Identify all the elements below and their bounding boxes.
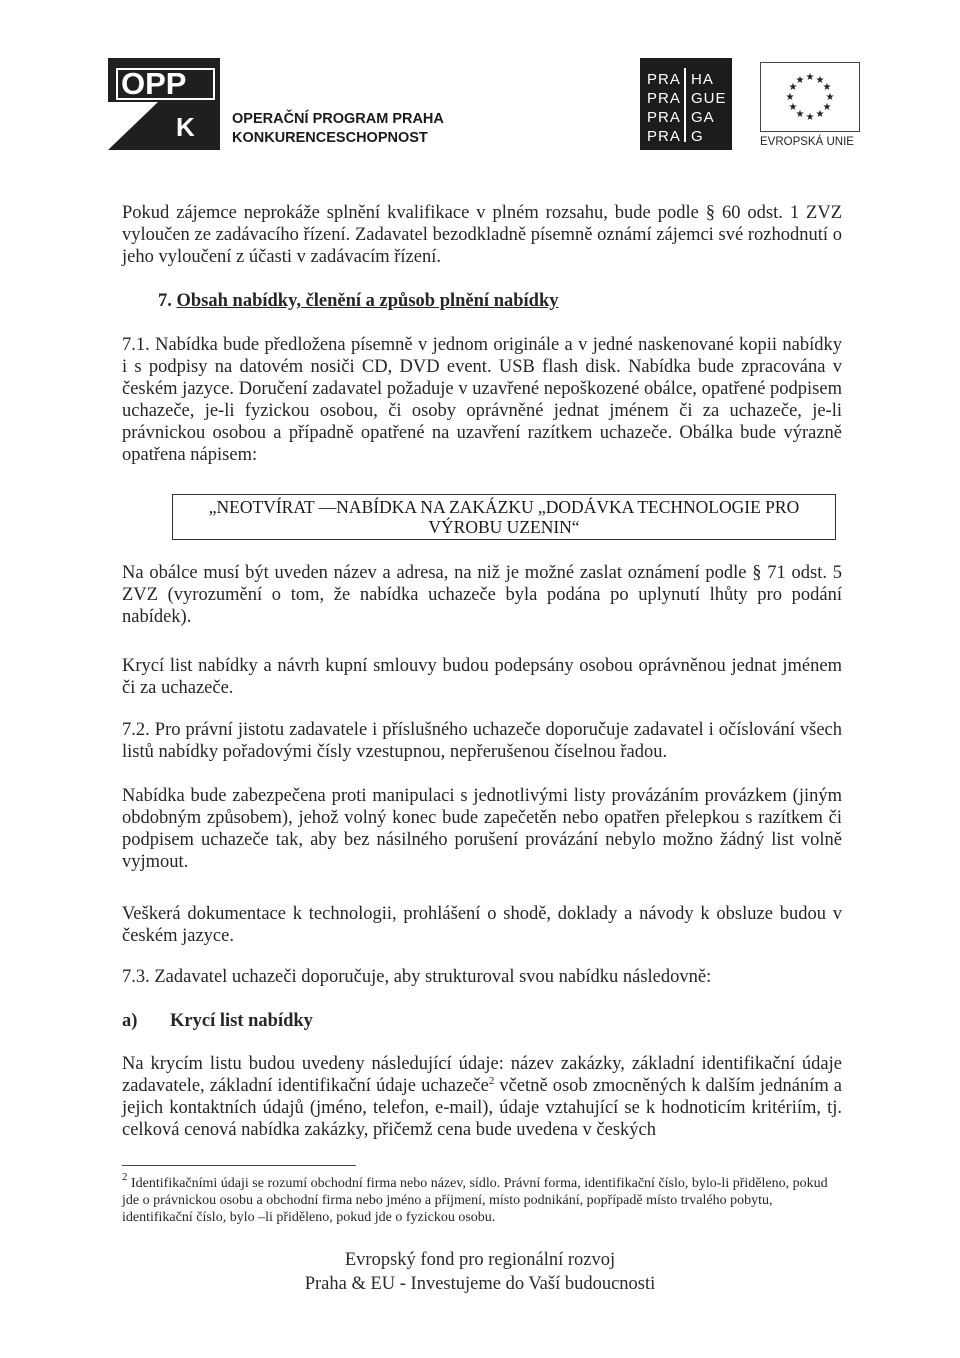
praha-logo: [640, 58, 732, 150]
praha-logo-right: [691, 70, 727, 146]
subsection-a-title: Krycí list nabídky: [170, 1011, 313, 1031]
eu-caption: EVROPSKÁ UNIE: [760, 136, 854, 148]
svg-text:★: ★: [795, 109, 805, 120]
opp-logo: [108, 58, 220, 150]
paragraph-envelope-address: Na obálce musí být uveden název a adresa, na niž je možné zaslat oznámení podle § 71 odst. 5 ZVZ (vyrozumění o tom, že nabídka uchazeče byla podána po uplynutí lhůty pro podání nabídek).: [122, 563, 842, 627]
eu-flag-icon: [760, 62, 860, 132]
svg-text:★: ★: [815, 75, 825, 86]
praha-right-4: G: [691, 128, 704, 145]
praha-logo-left: [647, 70, 681, 146]
opp-line2: KONKURENCESCHOPNOST: [232, 130, 428, 146]
svg-text:★: ★: [805, 112, 815, 123]
footnote-ref-2[interactable]: 2: [488, 1075, 495, 1087]
svg-text:★: ★: [785, 92, 795, 103]
praha-right-2: GUE: [691, 90, 727, 107]
footer-line1: Evropský fond pro regionální rozvoj: [344, 1250, 616, 1270]
svg-text:★: ★: [822, 82, 832, 93]
svg-text:★: ★: [805, 72, 815, 83]
footnote-text: Identifikačními údaji se rozumí obchodní firma nebo název, sídlo. Právní forma, identifikační číslo, bylo-li přiděleno, pokud jde o právnickou osobu a obchodní firma nebo jméno a příjmení, místo podnikání, popřípadě místo trvalého pobytu, identifikační číslo, bylo –li přiděleno, pokud jde o fyzickou osobu.: [122, 1176, 828, 1225]
svg-text:★: ★: [825, 92, 835, 103]
paragraph-disqualification: Pokud zájemce neprokáže splnění kvalifikace v plném rozsahu, bude podle § 60 odst. 1 ZVZ vyloučen ze zadávacího řízení. Zadavatel bezodkladně písemně oznámí zájemci své rozhodnutí o jeho vyloučení z účasti v zadávacím řízení.: [122, 203, 842, 267]
praha-right-3: GA: [691, 109, 715, 126]
opp-logo-letters: OPP: [121, 66, 187, 101]
praha-left-4: PRA: [647, 128, 681, 145]
svg-text:★: ★: [788, 82, 798, 93]
opp-program-name: [232, 110, 444, 148]
opp-logo-k: K: [176, 112, 195, 142]
section-7-heading: [158, 290, 758, 312]
envelope-label-box: [172, 494, 836, 540]
section-7-title: Obsah nabídky, členění a způsob plnění nabídky: [176, 291, 559, 311]
praha-left-1: PRA: [647, 71, 681, 88]
svg-text:★: ★: [795, 75, 805, 86]
praha-left-3: PRA: [647, 109, 681, 126]
subsection-a-label: a): [122, 1011, 138, 1031]
praha-right-1: HA: [691, 71, 714, 88]
svg-text:★: ★: [788, 102, 798, 113]
praha-logo-divider: [684, 68, 686, 142]
paragraph-securing: Nabídka bude zabezpečena proti manipulaci s jednotlivými listy provázáním provázkem (jiným obdobným způsobem), jehož volný konec bude zapečetěn nebo opatřen přelepkou s razítkem či podpisem uchazeče tak, aby bez násilného porušení provázání nebylo možno žádný list volně vyjmout.: [122, 786, 842, 872]
envelope-label-text: [173, 497, 835, 537]
opp-logo-notch: [108, 102, 158, 150]
paragraph-cover-sheet-signing: Krycí list nabídky a návrh kupní smlouvy budou podepsány osobou oprávněnou jednat jménem či za uchazeče.: [122, 656, 842, 698]
envelope-label-line2: VÝROBU UZENIN“: [428, 517, 580, 537]
paragraph-7-3: 7.3. Zadavatel uchazeči doporučuje, aby strukturoval svou nabídku následovně:: [122, 967, 712, 987]
praha-left-2: PRA: [647, 90, 681, 107]
section-7-number: 7.: [158, 291, 172, 311]
cover-sheet-text-1: Na krycím listu budou uvedeny následující údaje: název zakázky, základní identifikační údaje zadavatele, základní identifikační údaje uchazeče: [122, 1054, 842, 1096]
footnote-number: 2: [122, 1171, 128, 1183]
footnote-2: [122, 1171, 842, 1226]
footer-line2: Praha & EU - Investujeme do Vaší budoucnosti: [304, 1274, 656, 1294]
svg-text:★: ★: [815, 109, 825, 120]
paragraph-7-1: 7.1. Nabídka bude předložena písemně v jednom originále a v jedné naskenované kopii nabídky i s podpisy na datovém nosiči CD, DVD event. USB flash disk. Nabídka bude zpracována v českém jazyce. Doručení zadavatel požaduje v uzavřené nepoškozené obálce, opatřené podpisem uchazeče, je-li fyzickou osobou, či osoby oprávněné jednat jménem či za uchazeče, je-li právnickou osobou a případně opatřené na uzavření razítkem uchazeče. Obálka bude výrazně opatřena nápisem:: [122, 335, 842, 465]
paragraph-documentation: Veškerá dokumentace k technologii, prohlášení o shodě, doklady a návody k obsluze budou v českém jazyce.: [122, 904, 842, 946]
opp-line1: OPERAČNÍ PROGRAM PRAHA: [232, 111, 444, 127]
footnote-divider: [122, 1165, 356, 1166]
paragraph-7-2: 7.2. Pro právní jistotu zadavatele i příslušného uchazeče doporučuje zadavatel i očíslování všech listů nabídky pořadovými čísly vzestupnou, nepřerušenou číselnou řadou.: [122, 720, 842, 762]
eu-stars-icon: [761, 63, 859, 131]
svg-text:★: ★: [822, 102, 832, 113]
subsection-a-heading: [122, 1010, 842, 1032]
envelope-label-line1: „NEOTVÍRAT —NABÍDKA NA ZAKÁZKU „DODÁVKA TECHNOLOGIE PRO: [208, 497, 800, 517]
paragraph-cover-sheet-content: [122, 1053, 842, 1141]
cover-sheet-text-2: včetně osob zmocněných k dalším jednáním a jejich kontaktních údajů (jméno, telefon, e-mail), údaje vztahující se k hodnoticím kritériím, tj. celková cenová nabídka zakázky, přičemž cena bude uvedena v českých: [122, 1076, 842, 1140]
